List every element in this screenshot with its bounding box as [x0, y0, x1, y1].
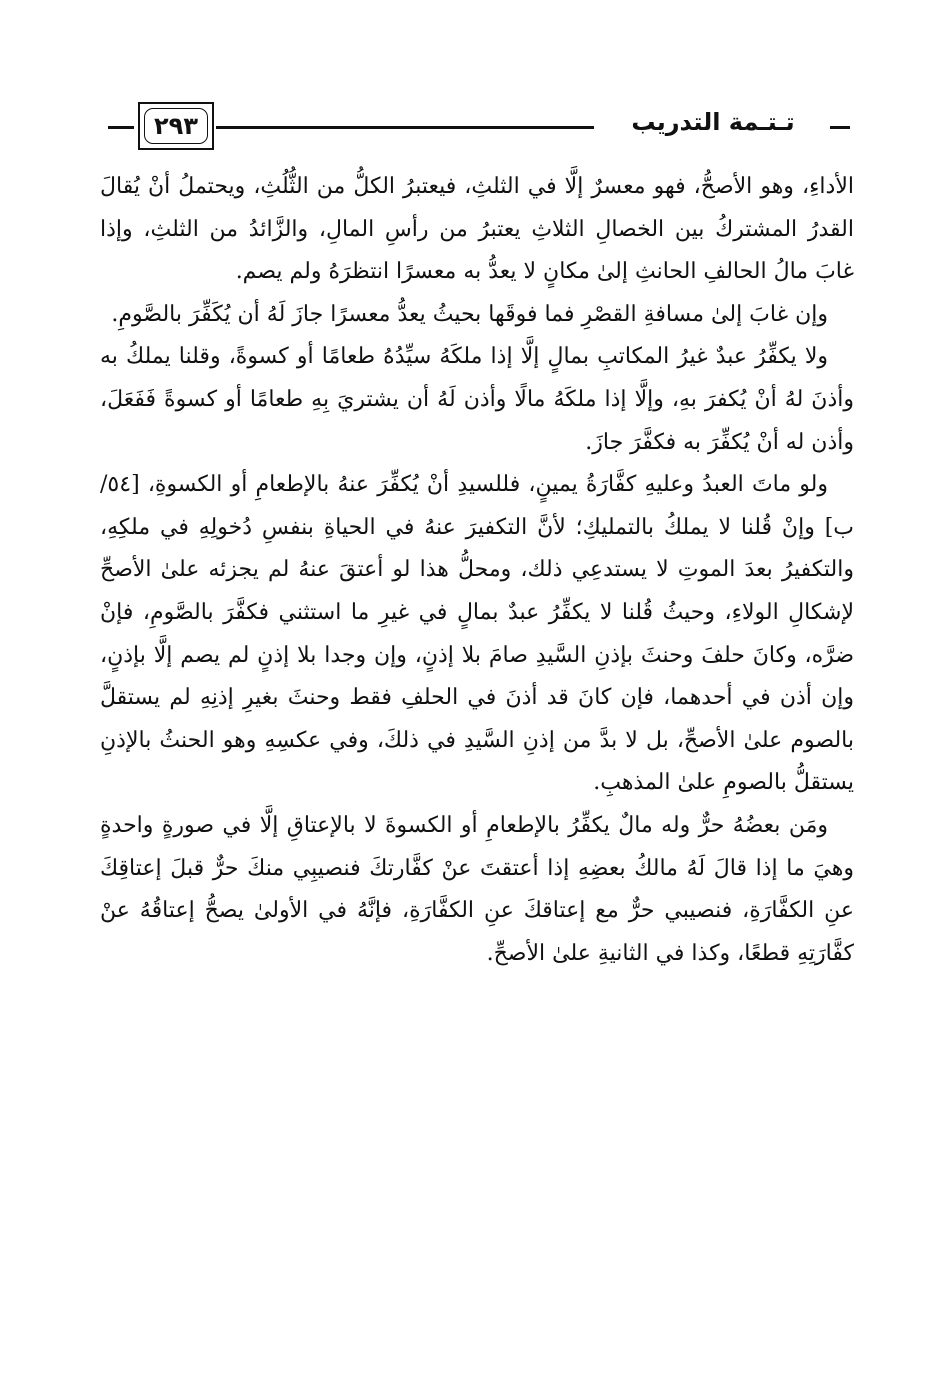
paragraph-1: الأداءِ، وهو الأصحُّ، فهو معسرٌ إلَّا في الثلثِ، فيعتبرُ الكلُّ من الثُّلُثِ، ويحتملُ أنْ يُقالَ القدرُ المشتركُ بين الخصالِ الثلاثِ يعتبرُ من رأسِ المالِ، والزَّائدُ من الثلثِ، وإذا غابَ مالُ الحالفِ الحانثِ إلىٰ مكانٍ لا يعدُّ به معسرًا انتظرَهُ ولم يصم. — [100, 174, 854, 285]
paragraph-3: ولا يكفِّرُ عبدٌ غيرُ المكاتبِ بمالٍ إلَّا إذا ملكَهُ سيِّدُهُ طعامًا أو كسوةً، وقلنا يملكُ به وأذنَ لهُ أنْ يُكفرَ بهِ، وإلَّا إذا ملكَهُ مالًا وأذن لَهُ أن يشتريَ بِهِ طعامًا أو كسوةً فَفَعَلَ، وأذن له أنْ يُكفِّرَ به فكفَّرَ جازَ. — [100, 344, 854, 455]
page-number-frame — [138, 102, 214, 150]
page-header — [108, 98, 850, 158]
running-title: تـتـمة التدريب — [631, 108, 795, 136]
paragraph-4: ولو ماتَ العبدُ وعليهِ كفَّارَةُ يمينٍ، فللسيدِ أنْ يُكفِّرَ عنهُ بالإطعامِ أو الكسوةِ، [٥٤/ب] وإنْ قُلنا لا يملكُ بالتمليكِ؛ لأنَّ التكفيرَ عنهُ في الحياةِ بنفسِ دُخولِهِ في ملكِهِ، والتكفيرُ بعدَ الموتِ لا يستدعِي ذلك، ومحلُّ هذا لو أعتقَ عنهُ لم يجزئه علىٰ الأصحِّ لإشكالِ الولاءِ، وحيثُ قُلنا لا يكفِّرُ عبدٌ بمالٍ في غيرِ ما استثني فكفَّرَ بالصَّومِ، فإنْ ضرَّه، وكانَ حلفَ وحنثَ بإذنِ السَّيدِ صامَ بلا إذنٍ، وإن وجدا بلا إذنٍ لم يصم إلَّا بإذنٍ، وإن أذن في أحدهما، فإن كانَ قد أذنَ في الحلفِ فقط وحنثَ بغيرِ إذنِهِ لم يستقلَّ بالصوم علىٰ الأصحِّ، بل لا بدَّ من إذنِ السَّيدِ في ذلكَ، وفي عكسِهِ وهو الحنثُ بالإذنِ يستقلُّ بالصومِ علىٰ المذهبِ. — [100, 472, 854, 796]
header-rule-right — [830, 126, 850, 129]
body-text — [100, 166, 854, 975]
paragraph-2: وإن غابَ إلىٰ مسافةِ القصْرِ فما فوقَها بحيثُ يعدُّ معسرًا جازَ لَهُ أن يُكَفِّرَ بالصَّومِ. — [111, 301, 828, 327]
page-number: ٢٩٣ — [144, 108, 208, 144]
paragraph-5: ومَن بعضُهُ حرٌّ وله مالٌ يكفِّرُ بالإطعامِ أو الكسوةَ لا بالإعتاقِ إلَّا في صورةٍ واحدةٍ وهيَ ما إذا قالَ لَهُ مالكُ بعضِهِ إذا أعتقتَ عنْ كفَّارتكَ فنصيبِي منكَ حرٌّ قبلَ إعتاقِكَ عنِ الكفَّارَةِ، فنصيبي حرٌّ مع إعتاقكَ عنِ الكفَّارَةِ، فإنَّهُ في الأولىٰ يصحُّ إعتاقُهُ عنْ كفَّارَتِهِ قطعًا، وكذا في الثانيةِ علىٰ الأصحِّ. — [100, 812, 854, 966]
header-rule-left — [108, 126, 134, 129]
header-rule-middle — [216, 126, 594, 129]
